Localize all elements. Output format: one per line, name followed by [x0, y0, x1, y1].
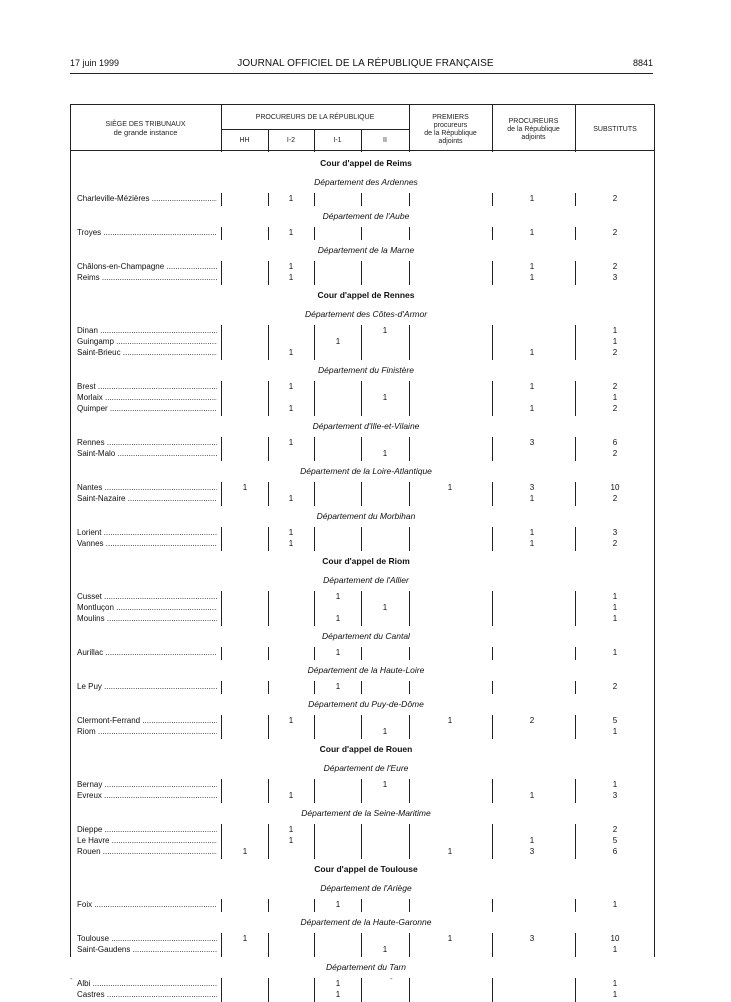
row-group-separator	[221, 227, 222, 240]
cell-sub: 2	[612, 825, 618, 834]
row-group-separator	[268, 261, 269, 285]
row-group-separator	[268, 437, 269, 461]
tribunal-name: Dieppe .....	[77, 825, 217, 835]
row-group-separator	[575, 381, 576, 416]
row-group-separator	[314, 591, 315, 626]
footer-mark-center: -	[390, 974, 393, 983]
row-group-separator	[361, 978, 362, 1002]
tribunal-name: Aurillac .....	[77, 648, 217, 658]
row-group-separator	[361, 325, 362, 360]
row-group-separator	[268, 715, 269, 739]
department-heading: Département de l'Allier	[323, 575, 409, 585]
row-group-separator	[314, 227, 315, 240]
row-group-separator	[575, 824, 576, 859]
cell-ii: 1	[382, 449, 388, 458]
row-group-separator	[575, 227, 576, 240]
department-heading: Département de la Marne	[317, 245, 415, 255]
row-group-separator	[221, 715, 222, 739]
row-group-separator	[492, 715, 493, 739]
row-group-separator	[492, 193, 493, 206]
row-group-separator	[575, 482, 576, 506]
court-heading: Cour d'appel de Toulouse	[314, 864, 418, 874]
row-group-separator	[268, 591, 269, 626]
row-group-separator	[314, 482, 315, 506]
row-group-separator	[221, 482, 222, 506]
row-group-separator	[409, 933, 410, 957]
row-group-separator	[409, 482, 410, 506]
row-group-separator	[314, 824, 315, 859]
court-heading: Cour d'appel de Reims	[320, 158, 412, 168]
cell-sub: 1	[612, 337, 618, 346]
cell-sub: 2	[612, 539, 618, 548]
row-group-separator	[575, 647, 576, 660]
row-group-separator	[268, 647, 269, 660]
cell-adj: 1	[529, 382, 535, 391]
row-group-separator	[575, 715, 576, 739]
row-group-separator	[361, 527, 362, 551]
department-heading: Département de la Haute-Loire	[307, 665, 425, 675]
row-group-separator	[268, 779, 269, 803]
cell-i2: 1	[288, 273, 294, 282]
header-page-number: 8841	[632, 58, 653, 68]
department-heading: Département de la Haute-Garonne	[300, 917, 432, 927]
row-group-separator	[314, 437, 315, 461]
cell-adj: 3	[529, 483, 535, 492]
cell-i2: 1	[288, 825, 294, 834]
row-group-separator	[221, 591, 222, 626]
department-heading: Département de la Seine-Maritime	[301, 808, 431, 818]
row-group-separator	[361, 261, 362, 285]
row-group-separator	[492, 978, 493, 1002]
tribunal-name: Saint-Nazaire .....	[77, 494, 217, 504]
row-group-separator	[361, 647, 362, 660]
cell-sub: 1	[612, 326, 618, 335]
tribunal-name: Evreux .....	[77, 791, 217, 801]
department-heading: Département du Morbihan	[316, 511, 416, 521]
row-group-separator	[575, 899, 576, 912]
row-group-separator	[268, 933, 269, 957]
tribunal-name: Nantes .....	[77, 483, 217, 493]
sub-i1-header: I-1	[333, 137, 342, 144]
row-group-separator	[268, 681, 269, 694]
row-group-separator	[409, 325, 410, 360]
row-group-separator	[409, 779, 410, 803]
row-group-separator	[575, 193, 576, 206]
row-group-separator	[221, 933, 222, 957]
cell-i2: 1	[288, 348, 294, 357]
cell-i1: 1	[335, 900, 341, 909]
cell-sub: 2	[612, 494, 618, 503]
header-title: JOURNAL OFFICIEL DE LA RÉPUBLIQUE FRANÇAISE	[237, 58, 494, 69]
tribunal-name: Charleville-Mézières .....	[77, 194, 217, 204]
footer-mark-left: -	[70, 974, 73, 983]
cell-i2: 1	[288, 528, 294, 537]
cell-sub: 2	[612, 348, 618, 357]
cell-adj: 1	[529, 539, 535, 548]
cell-sub: 1	[612, 900, 618, 909]
col-proc-adj-header: PROCUREURS de la République adjoints	[507, 118, 560, 141]
cell-i1: 1	[335, 682, 341, 691]
department-heading: Département du Cantal	[322, 631, 410, 641]
row-group-separator	[221, 681, 222, 694]
cell-sub: 2	[612, 262, 618, 271]
tribunal-name: Riom .....	[77, 727, 217, 737]
row-group-separator	[361, 437, 362, 461]
row-group-separator	[409, 437, 410, 461]
department-heading: Département des Ardennes	[314, 177, 418, 187]
row-group-separator	[492, 437, 493, 461]
row-group-separator	[409, 261, 410, 285]
row-group-separator	[409, 591, 410, 626]
cell-i2: 1	[288, 438, 294, 447]
row-group-separator	[409, 715, 410, 739]
cell-prem: 1	[447, 847, 453, 856]
cell-sub: 2	[612, 228, 618, 237]
cell-adj: 3	[529, 934, 535, 943]
cell-sub: 5	[612, 836, 618, 845]
row-group-separator	[361, 933, 362, 957]
tribunal-name: Foix .....	[77, 900, 217, 910]
row-group-separator	[575, 933, 576, 957]
row-group-separator	[221, 779, 222, 803]
row-group-separator	[409, 824, 410, 859]
cell-prem: 1	[447, 483, 453, 492]
cell-sub: 2	[612, 682, 618, 691]
cell-adj: 1	[529, 348, 535, 357]
cell-adj: 1	[529, 791, 535, 800]
cell-hh: 1	[242, 847, 248, 856]
row-group-separator	[314, 527, 315, 551]
row-group-separator	[361, 681, 362, 694]
sub-ii-header: II	[383, 137, 387, 144]
cell-i1: 1	[335, 337, 341, 346]
cell-i2: 1	[288, 382, 294, 391]
cell-adj: 1	[529, 404, 535, 413]
cell-i1: 1	[335, 592, 341, 601]
department-heading: Département des Côtes-d'Armor	[304, 309, 428, 319]
row-group-separator	[314, 325, 315, 360]
cell-sub: 10	[610, 934, 620, 943]
cell-adj: 1	[529, 494, 535, 503]
department-heading: Département du Tarn	[325, 962, 406, 972]
department-heading: Département du Finistère	[318, 365, 414, 375]
row-group-separator	[268, 325, 269, 360]
row-group-separator	[268, 824, 269, 859]
row-group-separator	[409, 193, 410, 206]
tribunal-name: Rennes .....	[77, 438, 217, 448]
sub-i2-header: I-2	[286, 137, 296, 144]
department-heading: Département du Puy-de-Dôme	[308, 699, 424, 709]
header-rule	[70, 73, 653, 74]
tribunal-name: Castres .....	[77, 990, 217, 1000]
row-group-separator	[221, 437, 222, 461]
tribunal-name: Cusset .....	[77, 592, 217, 602]
row-group-separator	[361, 381, 362, 416]
cell-sub: 1	[612, 990, 618, 999]
cell-hh: 1	[242, 483, 248, 492]
row-group-separator	[221, 261, 222, 285]
row-group-separator	[575, 591, 576, 626]
cell-sub: 2	[612, 404, 618, 413]
row-group-separator	[492, 482, 493, 506]
tribunal-name: Reims .....	[77, 273, 217, 283]
row-group-separator	[361, 779, 362, 803]
row-group-separator	[492, 227, 493, 240]
row-group-separator	[361, 193, 362, 206]
tribunal-name: Le Puy .....	[77, 682, 217, 692]
court-heading: Cour d'appel de Rouen	[319, 744, 413, 754]
row-group-separator	[575, 779, 576, 803]
row-group-separator	[409, 527, 410, 551]
cell-sub: 5	[612, 716, 618, 725]
row-group-separator	[575, 261, 576, 285]
cell-prem: 1	[447, 934, 453, 943]
tribunal-name: Saint-Brieuc .....	[77, 348, 217, 358]
cell-sub: 1	[612, 592, 618, 601]
row-group-separator	[492, 527, 493, 551]
row-group-separator	[268, 527, 269, 551]
row-group-separator	[492, 261, 493, 285]
cell-adj: 1	[529, 262, 535, 271]
tribunal-name: Morlaix .....	[77, 393, 217, 403]
cell-i2: 1	[288, 404, 294, 413]
row-group-separator	[221, 824, 222, 859]
cell-sub: 1	[612, 614, 618, 623]
department-heading: Département d'Ille-et-Vilaine	[312, 421, 420, 431]
cell-i1: 1	[335, 979, 341, 988]
cell-sub: 2	[612, 194, 618, 203]
row-group-separator	[314, 647, 315, 660]
cell-sub: 6	[612, 438, 618, 447]
cell-i2: 1	[288, 539, 294, 548]
department-heading: Département de l'Eure	[323, 763, 409, 773]
row-group-separator	[361, 824, 362, 859]
row-group-separator	[409, 899, 410, 912]
cell-i2: 1	[288, 836, 294, 845]
cell-i2: 1	[288, 494, 294, 503]
table-head-rule	[70, 150, 655, 151]
row-group-separator	[575, 437, 576, 461]
tribunal-name: Clermont-Ferrand .....	[77, 716, 217, 726]
tribunal-name: Toulouse .....	[77, 934, 217, 944]
cell-sub: 2	[612, 382, 618, 391]
tribunal-name: Albi .....	[77, 979, 217, 989]
cell-sub: 1	[612, 393, 618, 402]
cell-ii: 1	[382, 603, 388, 612]
tribunal-name: Saint-Gaudens .....	[77, 945, 217, 955]
cell-i1: 1	[335, 614, 341, 623]
cell-i2: 1	[288, 716, 294, 725]
tribunal-name: Rouen .....	[77, 847, 217, 857]
row-group-separator	[409, 381, 410, 416]
cell-adj: 1	[529, 194, 535, 203]
sub-hh-header: HH	[239, 137, 250, 144]
row-group-separator	[409, 227, 410, 240]
header-date: 17 juin 1999	[70, 58, 120, 68]
page-header	[0, 0, 731, 80]
court-heading: Cour d'appel de Rennes	[317, 290, 415, 300]
row-group-separator	[361, 227, 362, 240]
row-group-separator	[268, 482, 269, 506]
row-group-separator	[221, 899, 222, 912]
row-group-separator	[492, 591, 493, 626]
cell-adj: 1	[529, 528, 535, 537]
cell-sub: 3	[612, 791, 618, 800]
row-group-separator	[221, 325, 222, 360]
cell-adj: 3	[529, 438, 535, 447]
tribunal-name: Moulins .....	[77, 614, 217, 624]
department-heading: Département de l'Aube	[322, 211, 410, 221]
cell-hh: 1	[242, 934, 248, 943]
cell-sub: 1	[612, 945, 618, 954]
cell-ii: 1	[382, 945, 388, 954]
row-group-separator	[361, 715, 362, 739]
tribunal-name: Montluçon .....	[77, 603, 217, 613]
cell-sub: 6	[612, 847, 618, 856]
row-group-separator	[492, 899, 493, 912]
row-group-separator	[492, 779, 493, 803]
cell-i1: 1	[335, 648, 341, 657]
row-group-separator	[314, 779, 315, 803]
cell-sub: 1	[612, 648, 618, 657]
row-group-separator	[409, 647, 410, 660]
col-substituts-header: SUBSTITUTS	[593, 126, 637, 133]
row-group-separator	[314, 381, 315, 416]
row-group-separator	[268, 381, 269, 416]
cell-adj: 1	[529, 836, 535, 845]
court-heading: Cour d'appel de Riom	[322, 556, 410, 566]
head-sub-rule	[221, 129, 409, 130]
row-group-separator	[575, 978, 576, 1002]
row-group-separator	[314, 899, 315, 912]
cell-sub: 1	[612, 603, 618, 612]
row-group-separator	[409, 681, 410, 694]
row-group-separator	[361, 482, 362, 506]
row-group-separator	[221, 193, 222, 206]
cell-sub: 1	[612, 727, 618, 736]
tribunal-name: Lorient .....	[77, 528, 217, 538]
row-group-separator	[575, 527, 576, 551]
cell-ii: 1	[382, 326, 388, 335]
cell-adj: 3	[529, 847, 535, 856]
row-group-separator	[575, 325, 576, 360]
row-group-separator	[361, 899, 362, 912]
row-group-separator	[268, 899, 269, 912]
cell-sub: 1	[612, 780, 618, 789]
tribunal-name: Saint-Malo .....	[77, 449, 217, 459]
row-group-separator	[492, 381, 493, 416]
tribunal-name: Brest .....	[77, 382, 217, 392]
row-group-separator	[314, 261, 315, 285]
cell-ii: 1	[382, 780, 388, 789]
cell-adj: 2	[529, 716, 535, 725]
tribunal-name: Châlons-en-Champagne .....	[77, 262, 217, 272]
tribunal-name: Quimper .....	[77, 404, 217, 414]
cell-i2: 1	[288, 194, 294, 203]
row-group-separator	[492, 325, 493, 360]
row-group-separator	[409, 978, 410, 1002]
cell-prem: 1	[447, 716, 453, 725]
row-group-separator	[314, 933, 315, 957]
row-group-separator	[314, 681, 315, 694]
tribunal-name: Dinan .....	[77, 326, 217, 336]
row-group-separator	[268, 193, 269, 206]
tribunal-name: Bernay .....	[77, 780, 217, 790]
tribunal-name: Troyes .....	[77, 228, 217, 238]
row-group-separator	[314, 193, 315, 206]
row-group-separator	[268, 978, 269, 1002]
tribunal-name: Guingamp .....	[77, 337, 217, 347]
cell-i2: 1	[288, 228, 294, 237]
row-group-separator	[361, 591, 362, 626]
row-group-separator	[268, 227, 269, 240]
row-group-separator	[221, 978, 222, 1002]
tribunal-name: Le Havre .....	[77, 836, 217, 846]
department-heading: Département de la Loire-Atlantique	[300, 466, 432, 476]
row-group-separator	[492, 647, 493, 660]
cell-sub: 3	[612, 528, 618, 537]
row-group-separator	[575, 681, 576, 694]
row-group-separator	[314, 978, 315, 1002]
row-group-separator	[492, 933, 493, 957]
cell-sub: 1	[612, 979, 618, 988]
tribunal-name: Vannes .....	[77, 539, 217, 549]
cell-i1: 1	[335, 990, 341, 999]
col-siege-header: SIÈGE DES TRIBUNAUX de grande instance	[105, 121, 186, 137]
cell-sub: 3	[612, 273, 618, 282]
row-group-separator	[492, 824, 493, 859]
cell-i2: 1	[288, 262, 294, 271]
row-group-separator	[221, 527, 222, 551]
cell-adj: 1	[529, 228, 535, 237]
row-group-separator	[314, 715, 315, 739]
department-heading: Département de l'Ariège	[320, 883, 412, 893]
cell-sub: 10	[610, 483, 620, 492]
row-group-separator	[221, 381, 222, 416]
cell-sub: 2	[612, 449, 618, 458]
cell-ii: 1	[382, 393, 388, 402]
row-group-separator	[492, 681, 493, 694]
col-premiers-header: PREMIERS procureurs de la République adjoints	[424, 114, 477, 145]
cell-ii: 1	[382, 727, 388, 736]
cell-adj: 1	[529, 273, 535, 282]
col-procureurs-header: PROCUREURS DE LA RÉPUBLIQUE	[255, 114, 375, 121]
row-group-separator	[221, 647, 222, 660]
cell-i2: 1	[288, 791, 294, 800]
